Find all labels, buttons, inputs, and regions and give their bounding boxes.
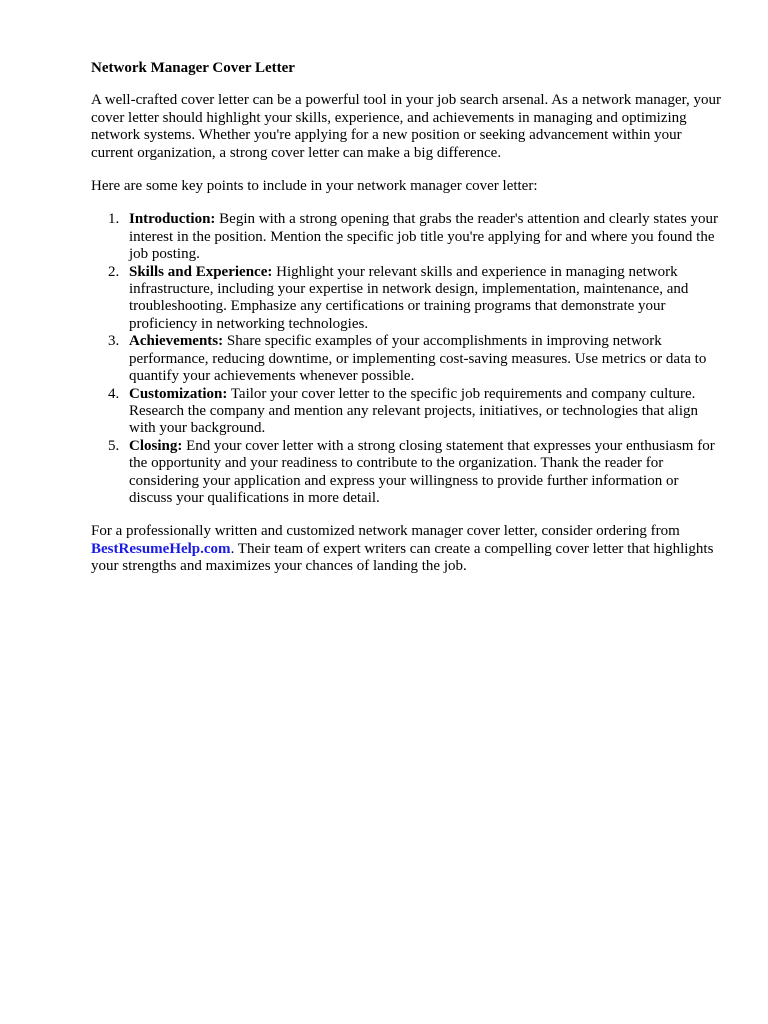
key-points-list [91, 211, 721, 507]
list-text: Share specific examples of your accomplishments in improving network performance, reducing downtime, or implementing cost-saving measures. Use metrics or data to quantify your achievements whenever possible. [129, 333, 707, 385]
list-number: 4. [108, 385, 120, 402]
list-term: Closing: [129, 437, 183, 454]
document-page [91, 60, 721, 592]
intro-paragraph: A well-crafted cover letter can be a powerful tool in your job search arsenal. As a network manager, your cover letter should highlight your skills, experience, and achievements in managing and optimizing network systems. Whether you're applying for a new position or seeking advancement within your current organization, a strong cover letter can make a big difference. [91, 92, 721, 161]
lead-paragraph: Here are some key points to include in your network manager cover letter: [91, 178, 538, 195]
list-item-introduction [108, 211, 721, 263]
list-text: Highlight your relevant skills and experience in managing network infrastructure, including your expertise in network design, implementation, maintenance, and troubleshooting. Emphasize any certifications or training programs that demonstrate your proficiency in networking technologies. [129, 263, 689, 332]
list-number: 1. [108, 211, 120, 228]
list-term: Customization: [129, 385, 228, 402]
list-item-customization [108, 385, 721, 438]
closing-paragraph [91, 523, 721, 575]
list-item-closing [108, 437, 721, 508]
closing-text-before: For a professionally written and customized network manager cover letter, consider ordering from [91, 523, 680, 540]
list-term: Introduction: [129, 211, 216, 228]
list-item-achievements [108, 333, 721, 385]
list-text: Begin with a strong opening that grabs the reader's attention and clearly states your interest in the position. Mention the specific job title you're applying for and where you found the job posting. [129, 211, 718, 263]
closing-text-after: . Their team of expert writers can create a compelling cover letter that highlights your strengths and maximizes your chances of landing the job. [91, 540, 714, 575]
list-term: Achievements: [129, 333, 224, 350]
bestresumehelp-link[interactable]: BestResumeHelp.com [91, 540, 231, 557]
list-text: End your cover letter with a strong closing statement that expresses your enthusiasm for the opportunity and your readiness to contribute to the organization. Thank the reader for considering your application and express your willingness to provide further information or discuss your qualifications in more detail. [129, 437, 715, 506]
document-title: Network Manager Cover Letter [91, 60, 295, 76]
list-number: 3. [108, 333, 120, 350]
list-text: Tailor your cover letter to the specific job requirements and company culture. Research the company and mention any relevant projects, initiatives, or technologies that align with your background. [129, 385, 698, 437]
list-item-skills-experience [108, 263, 721, 334]
list-number: 2. [108, 263, 120, 280]
list-number: 5. [108, 437, 120, 454]
list-term: Skills and Experience: [129, 263, 273, 280]
